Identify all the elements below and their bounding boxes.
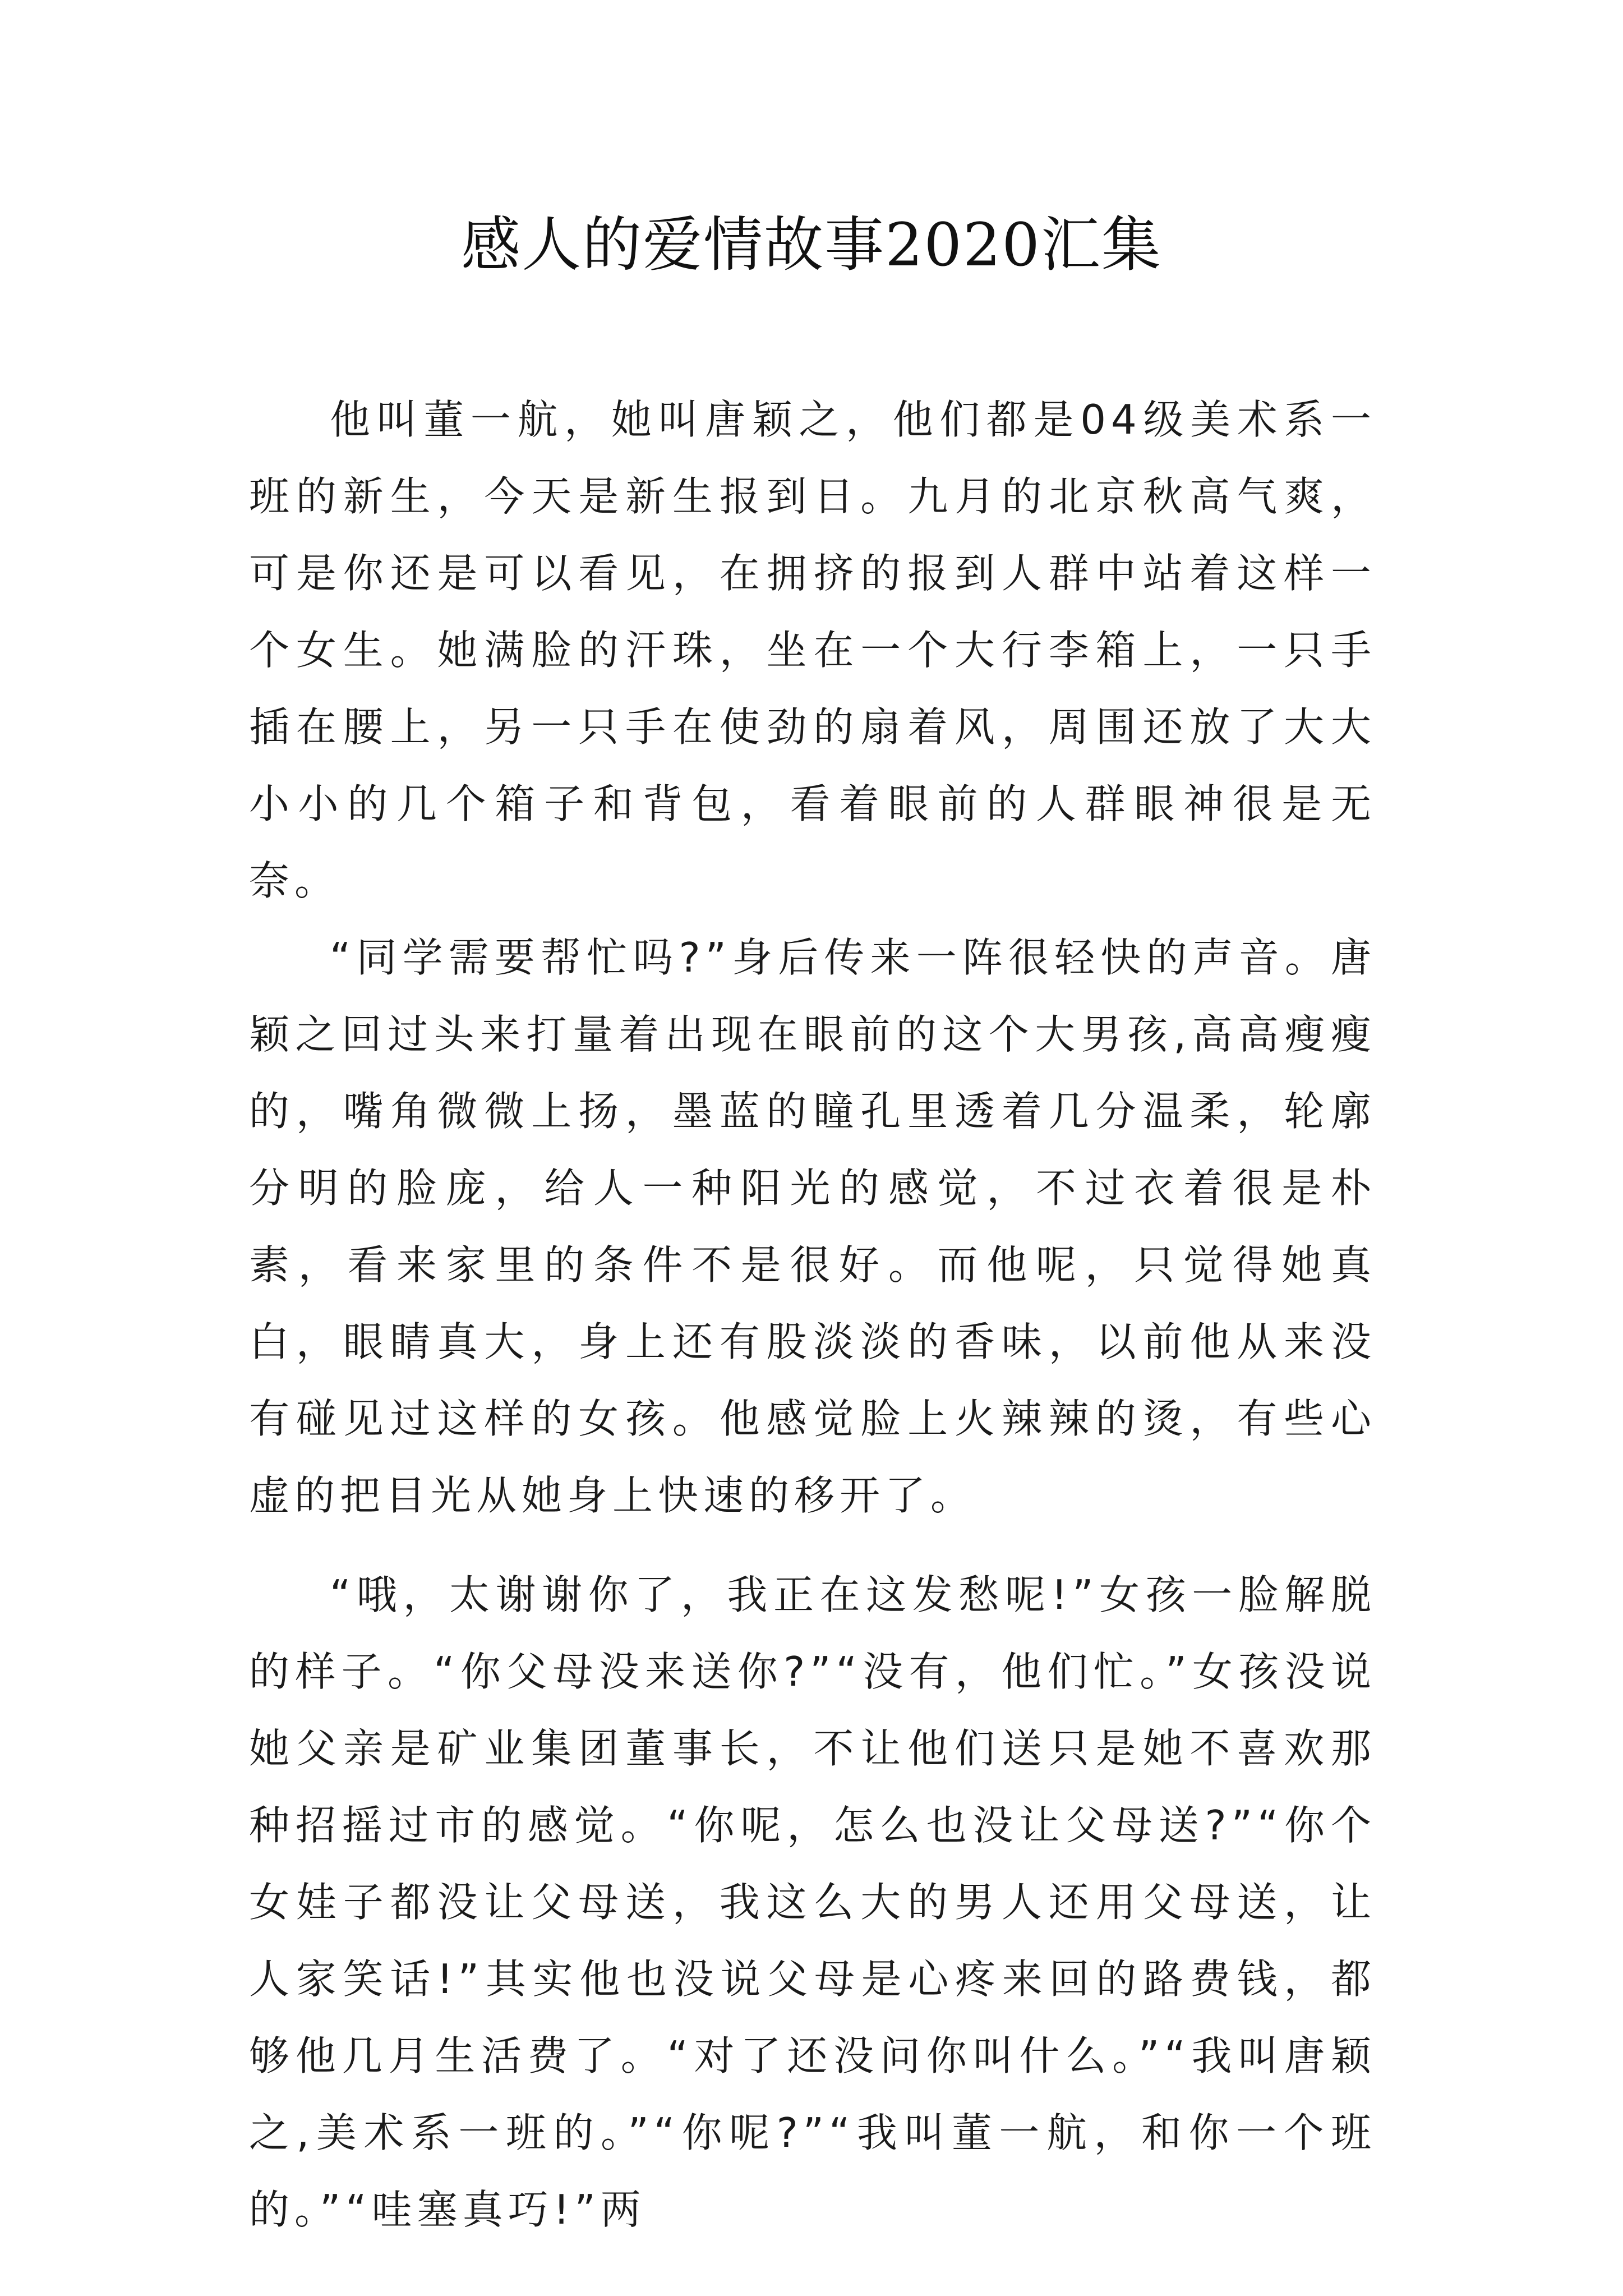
document-title: 感人的爱情故事2020汇集 — [461, 210, 1162, 279]
paragraph-1: 他叫董一航，她叫唐颖之，他们都是04级美术系一班的新生，今天是新生报到日。九月的北京秋高气爽，可是你还是可以看见，在拥挤的报到人群中站着这样一个女生。她满脸的汗珠，坐在一个大行李箱上，一只手插在腰上，另一只手在使劲的扇着风，周围还放了大大小小的几个箱子和背包，看着眼前的人群眼神很是无奈。 — [249, 396, 1376, 904]
document-body — [249, 381, 1376, 2248]
paragraph-2: “同学需要帮忙吗?”身后传来一阵很轻快的声音。唐颖之回过头来打量着出现在眼前的这个大男孩,高高瘦瘦的，嘴角微微上扬，墨蓝的瞳孔里透着几分温柔，轮廓分明的脸庞，给人一种阳光的感觉，不过衣着很是朴素，看来家里的条件不是很好。而他呢，只觉得她真白，眼睛真大，身上还有股淡淡的香味，以前他从来没有碰见过这样的女孩。他感觉脸上火辣辣的烫，有些心虚的把目光从她身上快速的移开了。 — [249, 934, 1376, 1519]
paragraph-3: “哦，太谢谢你了，我正在这发愁呢!”女孩一脸解脱的样子。“你父母没来送你?”“没有，他们忙。”女孩没说她父亲是矿业集团董事长，不让他们送只是她不喜欢那种招摇过市的感觉。“你呢，怎么也没让父母送?”“你个女娃子都没让父母送，我这么大的男人还用父母送，让人家笑话!”其实他也没说父母是心疼来回的路费钱，都够他几月生活费了。“对了还没问你叫什么。”“我叫唐颖之,美术系一班的。”“你呢?”“我叫董一航，和你一个班的。”“哇塞真巧!”两 — [249, 1571, 1376, 2233]
